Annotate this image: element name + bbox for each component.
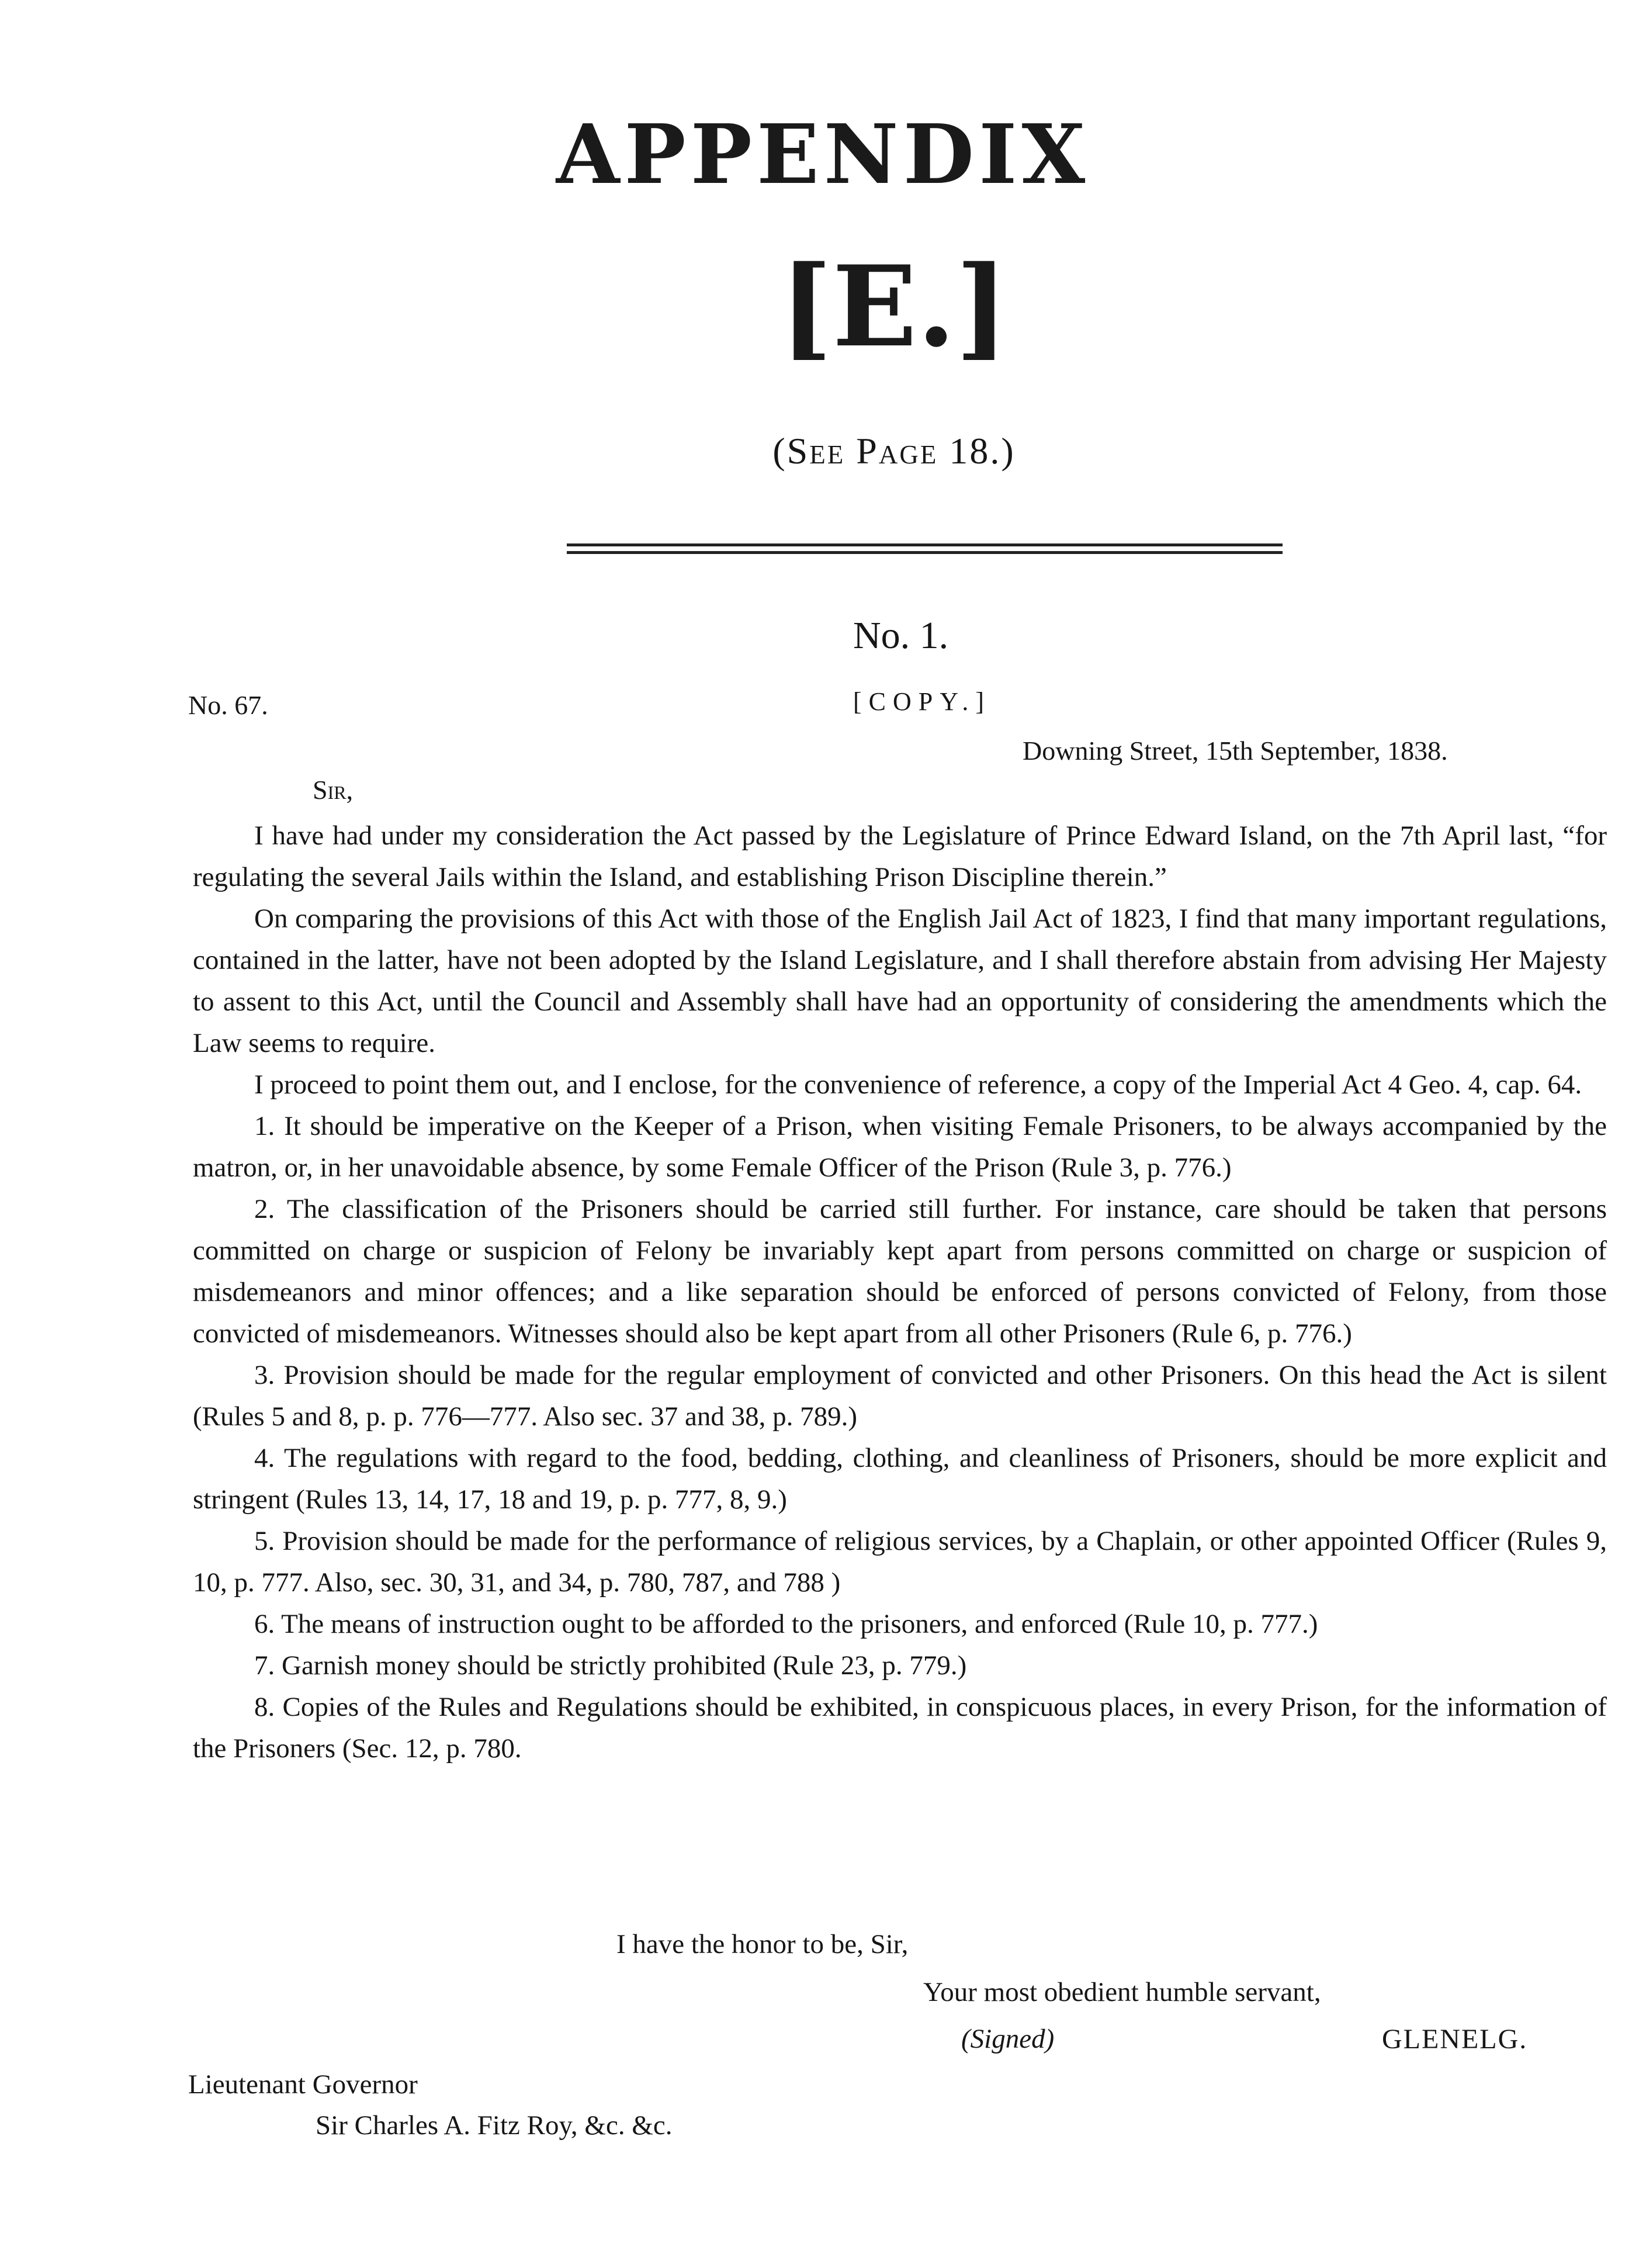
addressee-title: Lieutenant Governor (188, 2069, 418, 2100)
paragraph: 6. The means of instruction ought to be afforded to the prisoners, and enforced (Rule 10, p. 777.) (254, 1609, 1318, 1639)
paragraph: 8. Copies of the Rules and Regulations should be exhibited, in conspicuous places, in every Prison, for the information of the Prisoners (Sec. 12, p. 780. (193, 1692, 1607, 1764)
copy-mark: [COPY.] (853, 687, 992, 716)
despatch-number: No. 67. (188, 690, 268, 720)
double-rule-top (567, 543, 1283, 546)
paragraph: I proceed to point them out, and I enclose, for the convenience of reference, a copy of the Imperial Act 4 Geo. 4, cap. 64. (254, 1069, 1582, 1100)
double-rule-bottom (567, 551, 1283, 554)
letter-body (193, 815, 1607, 1770)
paragraph: 3. Provision should be made for the regular employment of convicted and other Prisoners. On this head the Act is silent (Rules 5 and 8, p. p. 776—777. Also sec. 37 and 38, p. 789.) (193, 1360, 1607, 1432)
paragraph: 7. Garnish money should be strictly prohibited (Rule 23, p. 779.) (254, 1650, 967, 1681)
paragraph: 1. It should be imperative on the Keeper of a Prison, when visiting Female Prisoners, to be always accompanied by the matron, or, in her unavoidable absence, by some Female Officer of the Prison (Rule 3, p. 776.) (193, 1111, 1607, 1183)
letter-number-heading: No. 1. (853, 614, 949, 657)
closing-servant-line: Your most obedient humble servant, (923, 1977, 1321, 2007)
signed-note: (Signed) (961, 2024, 1055, 2054)
signer-name: GLENELG. (1382, 2024, 1528, 2055)
paragraph: 5. Provision should be made for the performance of religious services, by a Chaplain, or other appointed Officer (Rules 9, 10, p. 777. Also, sec. 30, 31, and 34, p. 780, 787, and 788 ) (193, 1526, 1607, 1598)
paragraph: 4. The regulations with regard to the food, bedding, clothing, and cleanliness of Prisoners, should be more explicit and stringent (Rules 13, 14, 17, 18 and 19, p. p. 777, 8, 9.) (193, 1443, 1607, 1515)
paragraph: 2. The classification of the Prisoners should be carried still further. For instance, care should be taken that persons committed on charge or suspicion of Felony be invariably kept apart from persons committed on charge or suspicion of misdemeanors and minor offences; and a like separation should be enforced of persons convicted of Felony, from those convicted of misdemeanors. Witnesses should also be kept apart from all other Prisoners (Rule 6, p. 776.) (193, 1194, 1607, 1349)
appendix-title: APPENDIX (556, 107, 1090, 203)
addressee-name: Sir Charles A. Fitz Roy, &c. &c. (316, 2110, 673, 2141)
salutation: Sir, (313, 775, 354, 805)
dateline: Downing Street, 15th September, 1838. (1023, 736, 1448, 766)
paragraph: On comparing the provisions of this Act with those of the English Jail Act of 1823, I find that many important regulations, contained in the latter, have not been adopted by the Island Legislature, and I shall therefore abstain from advising Her Majesty to assent to this Act, until the Council and Assembly shall have had an opportunity of considering the amendments which the Law seems to require. (193, 903, 1607, 1058)
paragraph: I have had under my consideration the Act passed by the Legislature of Prince Edward Island, on the 7th April last, “for regulating the several Jails within the Island, and establishing Prison Discipline therein.” (193, 820, 1607, 892)
closing-line: I have the honor to be, Sir, (616, 1929, 909, 1959)
see-page-reference: (See Page 18.) (772, 430, 1016, 472)
appendix-letter: [E.] (779, 241, 1009, 372)
